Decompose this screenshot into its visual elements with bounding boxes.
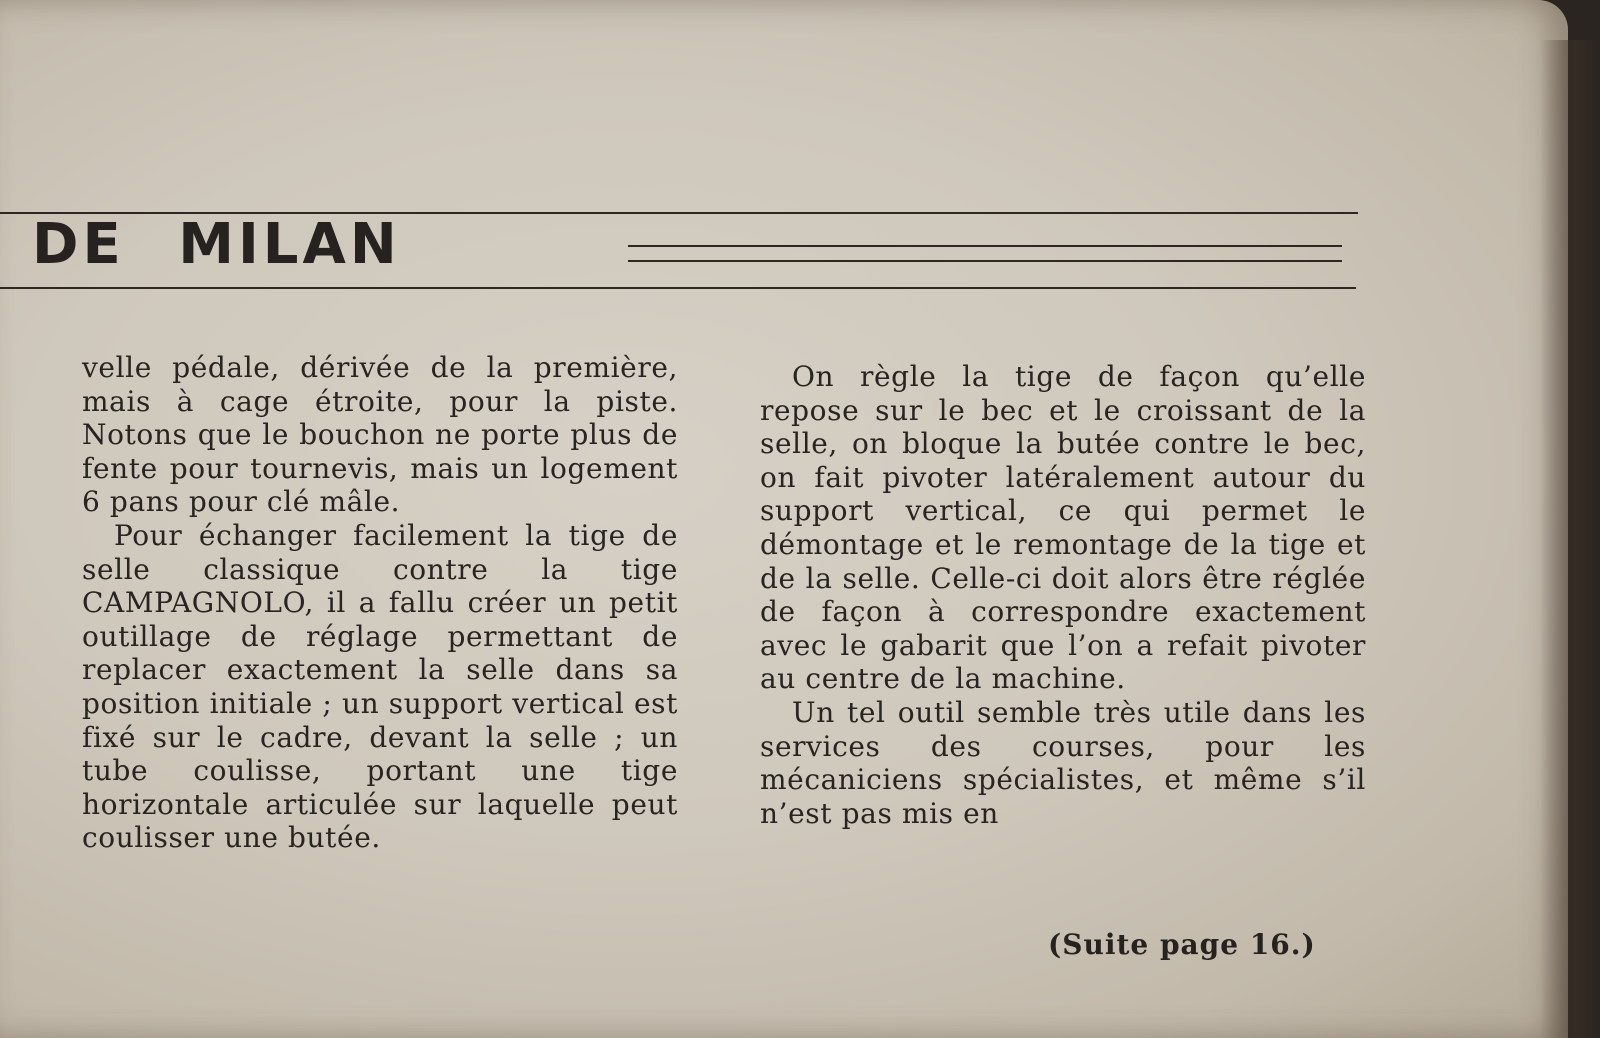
heading-rule-lower: [628, 260, 1342, 262]
bottom-rule: [0, 287, 1356, 289]
right-column: [760, 360, 1366, 830]
right-paragraph-2: Un tel outil semble très utile dans les services des courses, pour les mécaniciens spécialistes, et même s’il n’est pas mis en: [760, 695, 1366, 830]
heading-rule-upper: [628, 245, 1342, 247]
section-heading: DE MILAN: [32, 212, 401, 277]
continuation-note: (Suite page 16.): [1048, 928, 1316, 961]
left-column: [82, 351, 678, 855]
right-paragraph-1: On règle la tige de façon qu’elle repose sur le bec et le croissant de la selle, on bloque la butée contre le bec, on fait pivoter latéralement autour du support vertical, ce qui permet le démontage et le remontage de la tige et de la selle. Celle-ci doit alors être réglée de façon à correspondre exactement avec le gabarit que l’on a refait pivoter au centre de la machine.: [760, 360, 1366, 696]
left-paragraph-2: Pour échanger facilement la tige de selle classique contre la tige CAMPAGNOLO, il a fallu créer un petit outillage de réglage permettant de replacer exactement la selle dans sa position initiale ; un support vertical est fixé sur le cadre, devant la selle ; un tube coulisse, portant une tige horizontale articulée sur laquelle peut coulisser une butée.: [82, 518, 678, 855]
left-paragraph-1: velle pédale, dérivée de la première, mais à cage étroite, pour la piste. Notons que le bouchon ne porte plus de fente pour tournevis, mais un logement 6 pans pour clé mâle.: [82, 351, 678, 519]
page-edge-shadow: [1540, 40, 1600, 1038]
